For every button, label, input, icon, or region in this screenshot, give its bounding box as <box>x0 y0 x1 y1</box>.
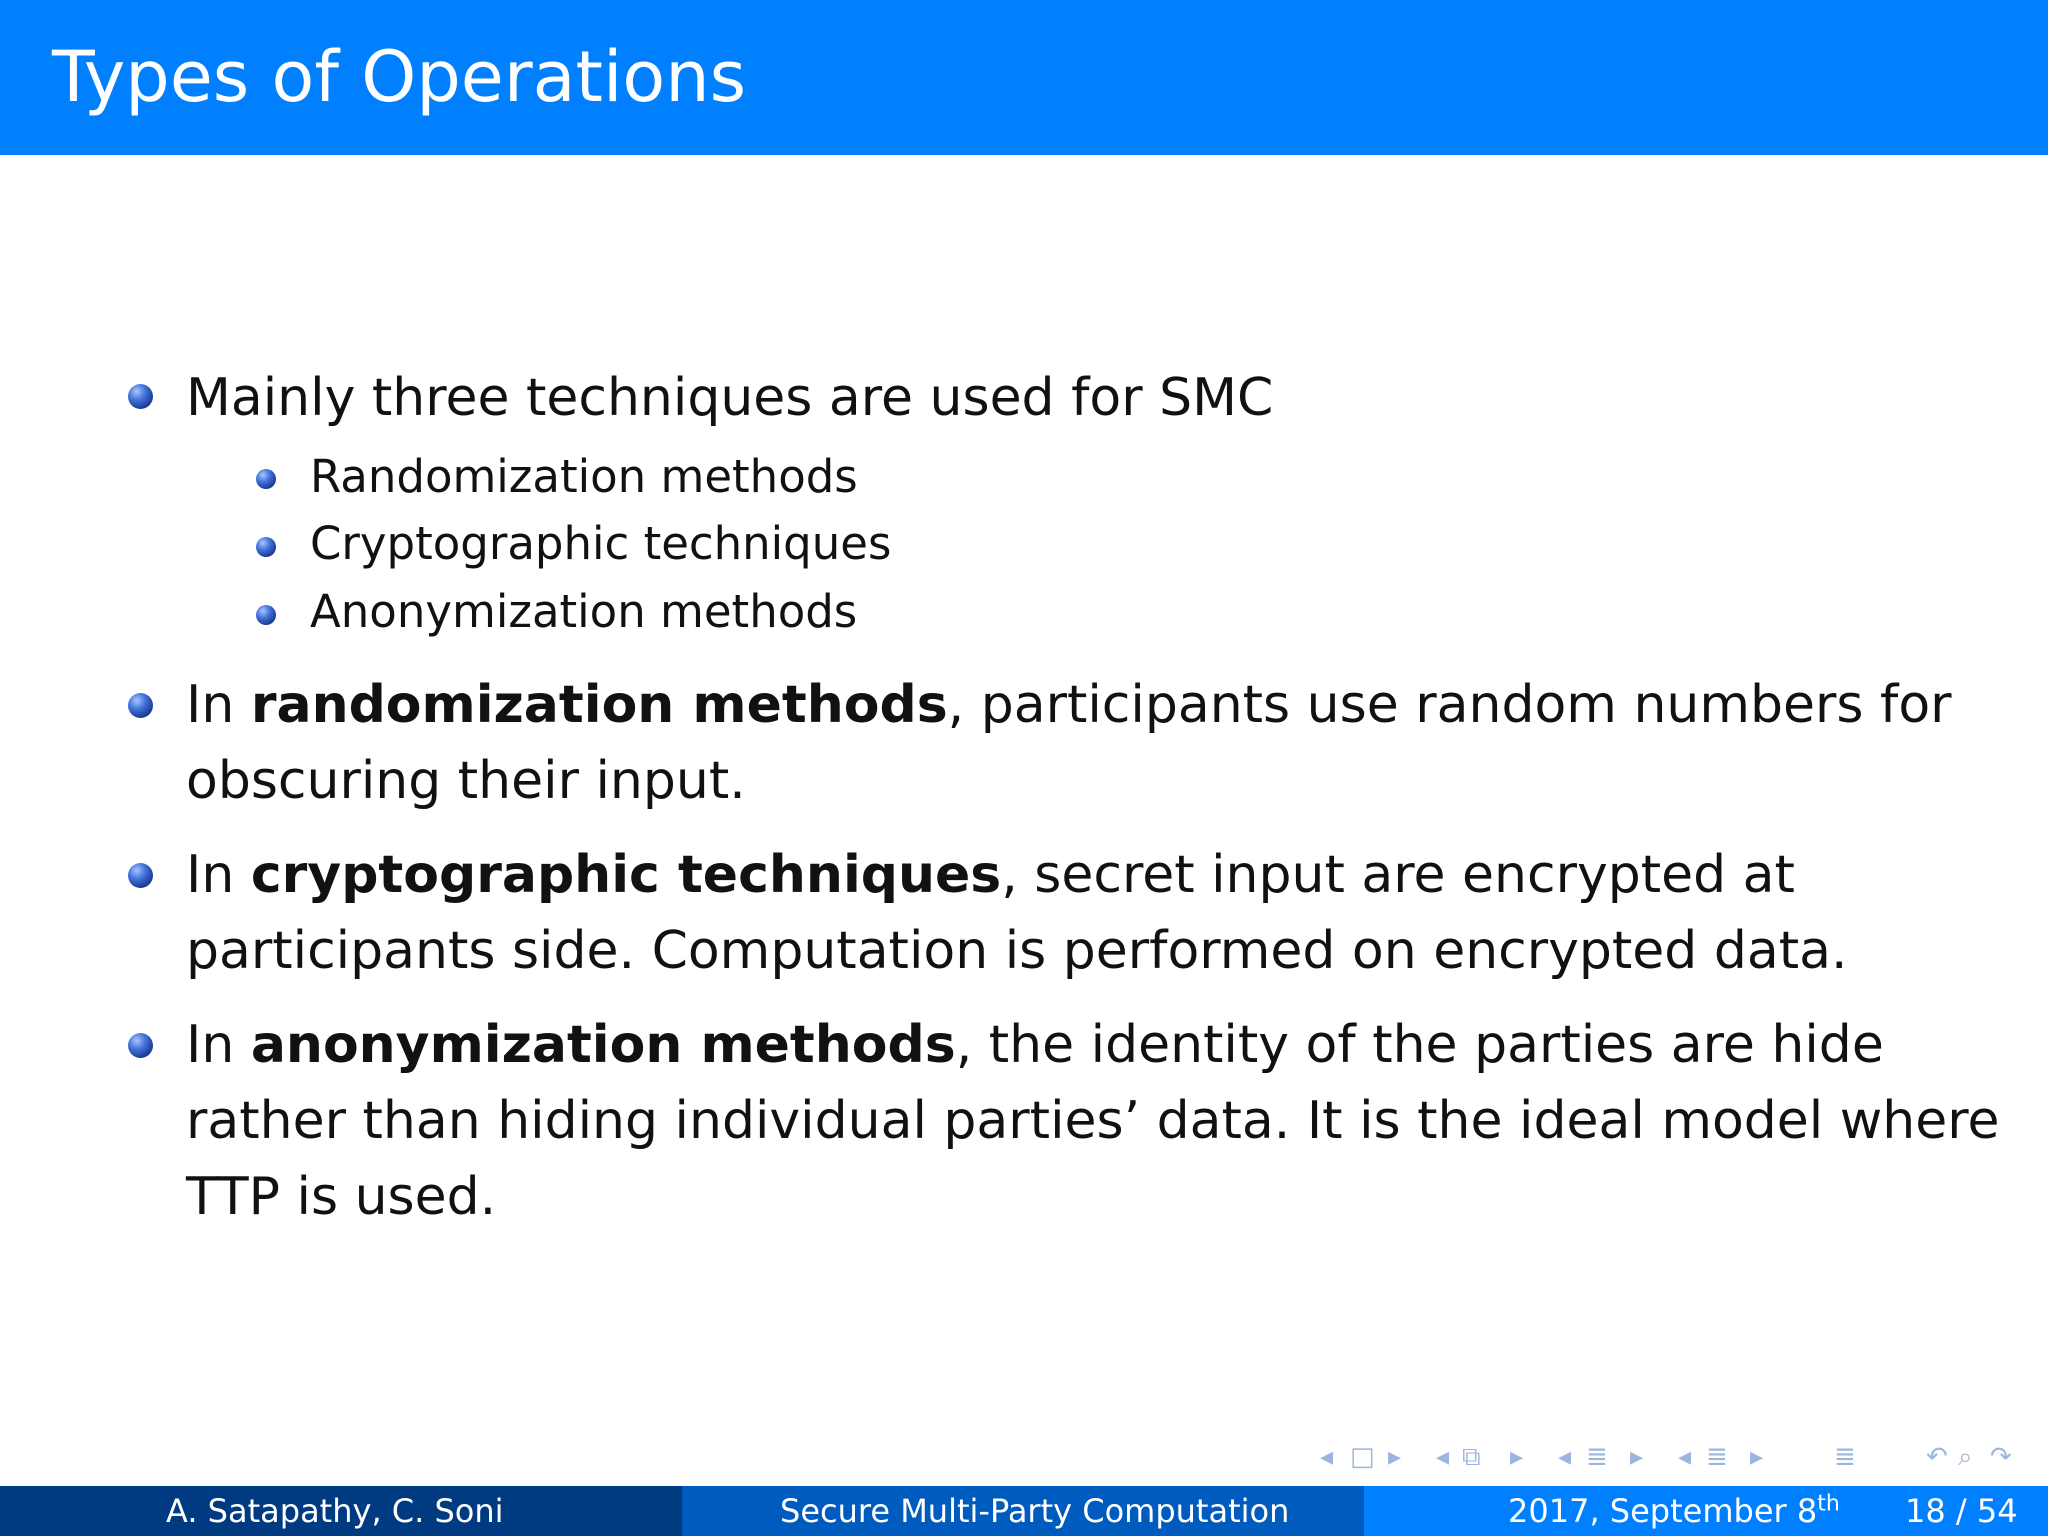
nav-frame-icon[interactable]: □ <box>1350 1442 1375 1472</box>
nav-back-icon[interactable]: ↶ <box>1926 1442 1948 1472</box>
bullet-text-continued: obscuring their input. <box>186 751 746 811</box>
slide-title: Types of Operations <box>52 36 747 118</box>
nav-subsection-icon[interactable]: ⧉ <box>1462 1442 1481 1472</box>
sub-bullet-text: Randomization methods <box>310 450 858 503</box>
nav-prev-subsection-icon[interactable]: ◂ <box>1436 1442 1450 1472</box>
footer-authors-segment <box>0 1486 682 1536</box>
nav-section-icon[interactable]: ≣ <box>1586 1442 1608 1472</box>
footer-date-segment <box>1364 1486 2048 1536</box>
bullet-icon <box>128 863 153 888</box>
bullet-text-continued: rather than hiding individual parties’ data. It is the ideal model where <box>186 1091 2000 1151</box>
bullet-icon <box>128 384 153 409</box>
bullet-text-continued: TTP is used. <box>186 1167 497 1227</box>
nav-next-section-icon[interactable]: ▸ <box>1630 1442 1644 1472</box>
bullet-text: In randomization methods, participants use random numbers for <box>186 675 1952 735</box>
footer-title-segment <box>682 1486 1364 1536</box>
sub-bullet-icon <box>256 605 276 625</box>
sub-bullet-icon <box>256 469 276 489</box>
footer-talk-title: Secure Multi-Party Computation <box>780 1492 1290 1530</box>
slide-footer <box>0 1486 2048 1536</box>
footer-authors: A. Satapathy, C. Soni <box>166 1492 504 1530</box>
bullet-text: In cryptographic techniques, secret input are encrypted at <box>186 845 1795 905</box>
bold-term: cryptographic techniques <box>250 845 1002 905</box>
sub-bullet-icon <box>256 537 276 557</box>
sub-bullet-text: Anonymization methods <box>310 585 858 638</box>
bullet-text: In anonymization methods, the identity of the parties are hide <box>186 1015 1884 1075</box>
footer-date: 2017, September 8th <box>1508 1491 1840 1530</box>
nav-next-part-icon[interactable]: ▸ <box>1750 1442 1764 1472</box>
nav-forward-icon[interactable]: ↷ <box>1990 1442 2012 1472</box>
bullet-icon <box>128 1033 153 1058</box>
nav-prev-frame-icon[interactable]: ◂ <box>1320 1442 1334 1472</box>
bold-term: randomization methods <box>250 675 948 735</box>
nav-outline-icon[interactable]: ≣ <box>1834 1442 1856 1472</box>
nav-next-subsection-icon[interactable]: ▸ <box>1510 1442 1524 1472</box>
bullet-text: Mainly three techniques are used for SMC <box>186 368 1274 428</box>
bullet-icon <box>128 693 153 718</box>
nav-prev-part-icon[interactable]: ◂ <box>1678 1442 1692 1472</box>
bullet-text-continued: participants side. Computation is performed on encrypted data. <box>186 921 1848 981</box>
beamer-navigation-bar <box>1312 1443 2032 1471</box>
nav-search-icon[interactable]: ⌕ <box>1958 1442 1973 1472</box>
nav-prev-section-icon[interactable]: ◂ <box>1558 1442 1572 1472</box>
bold-term: anonymization methods <box>250 1015 956 1075</box>
footer-page-number: 18 / 54 <box>1905 1492 2018 1530</box>
nav-part-icon[interactable]: ≣ <box>1706 1442 1728 1472</box>
sub-bullet-text: Cryptographic techniques <box>310 517 892 570</box>
nav-next-frame-icon[interactable]: ▸ <box>1388 1442 1402 1472</box>
